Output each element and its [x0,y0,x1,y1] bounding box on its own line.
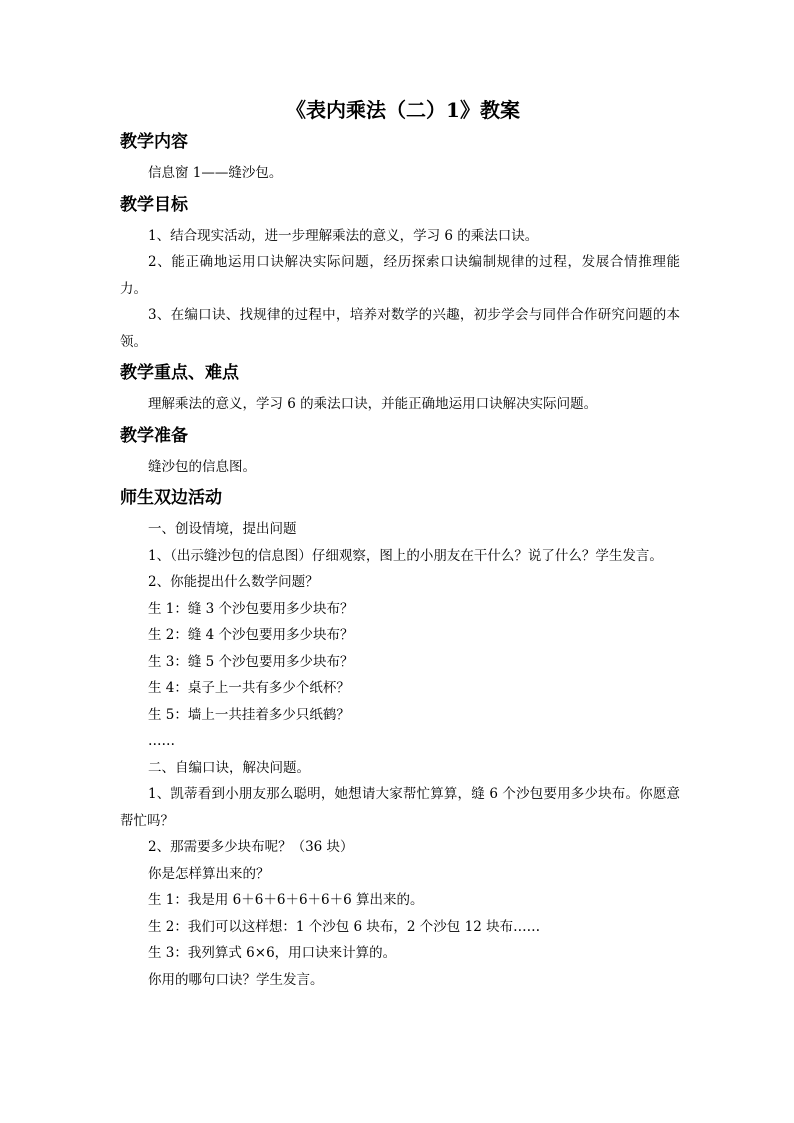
paragraph: 2、那需要多少块布呢？（36 块） [148,839,354,855]
paragraph: 2、能正确地运用口诀解决实际问题，经历探索口诀编制规律的过程，发展合情推理能力。 [120,254,680,297]
paragraph: 二、自编口诀，解决问题。 [148,759,310,776]
paragraph: 生 1：缝 3 个沙包要用多少块布？ [148,600,354,617]
paragraph: 生 3：我列算式 6×6，用口诀来计算的。 [148,945,397,961]
section [120,486,680,993]
paragraph: 信息窗 1——缝沙包。 [148,165,283,181]
section [120,424,680,481]
paragraph: 生 3：缝 5 个沙包要用多少块布？ [148,653,354,670]
paragraph: 3、在编口诀、找规律的过程中，培养对数学的兴趣，初步学会与同伴合作研究问题的本领。 [120,307,680,350]
paragraph: 你用的哪句口诀？学生发言。 [148,971,324,988]
paragraph: 1、结合现实活动，进一步理解乘法的意义，学习 6 的乘法口诀。 [148,227,539,244]
paragraph: 1、凯蒂看到小朋友那么聪明，她想请大家帮忙算算，缝 6 个沙包要用多少块布。你愿意帮忙吗？ [120,786,680,829]
paragraph: 理解乘法的意义，学习 6 的乘法口诀，并能正确地运用口诀解决实际问题。 [148,396,598,412]
paragraph: …… [148,733,175,749]
section [120,361,680,418]
document-body [120,130,680,993]
paragraph: 生 1：我是用 6＋6＋6＋6＋6＋6 算出来的。 [148,892,424,908]
paragraph: 你是怎样算出来的？ [148,865,270,882]
section-heading: 师生双边活动 [120,488,222,508]
section [120,130,680,187]
section-heading: 教学目标 [120,194,188,215]
document-title: 《表内乘法（二）1》教案 [286,98,520,122]
paragraph: 生 4：桌子上一共有多少个纸杯？ [148,680,350,696]
paragraph: 2、你能提出什么数学问题？ [148,574,319,590]
paragraph: 生 5：墙上一共挂着多少只纸鹤？ [148,706,350,723]
paragraph: 1、（出示缝沙包的信息图）仔细观察，图上的小朋友在干什么？说了什么？学生发言。 [148,547,663,564]
paragraph: 生 2：缝 4 个沙包要用多少块布？ [148,627,354,643]
section-heading: 教学重点、难点 [120,363,239,383]
paragraph: 缝沙包的信息图。 [148,458,256,475]
paragraph: 生 2：我们可以这样想：1 个沙包 6 块布，2 个沙包 12 块布…… [148,918,541,935]
document-page [120,96,680,993]
section [120,193,680,356]
section-heading: 教学内容 [120,132,188,152]
paragraph: 一、创设情境，提出问题 [148,521,297,537]
section-heading: 教学准备 [120,425,188,446]
